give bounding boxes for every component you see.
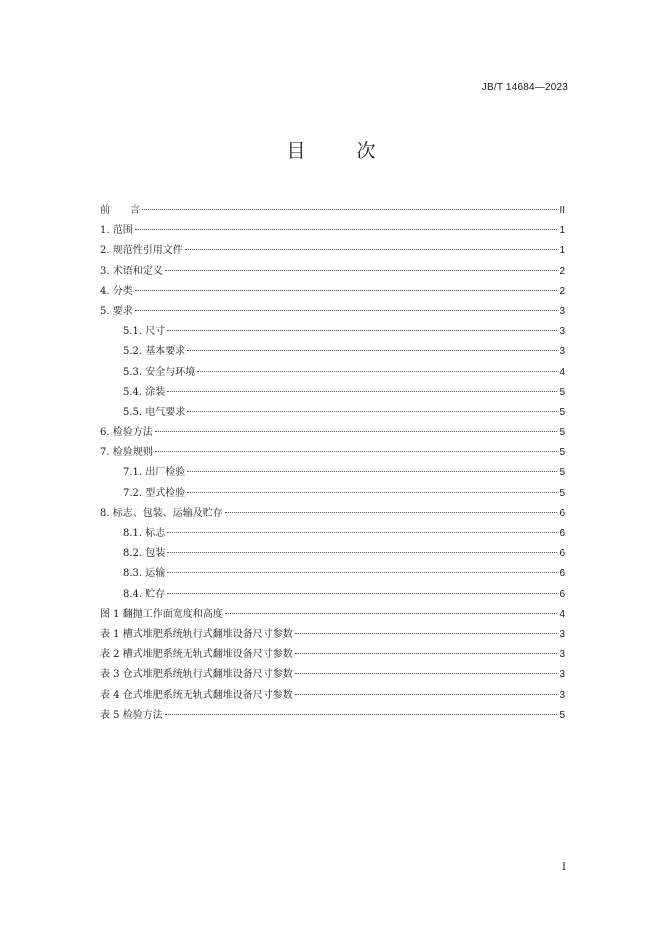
toc-entry[interactable]	[100, 241, 565, 261]
toc-entry-page: 3	[559, 305, 565, 317]
toc-entry[interactable]	[100, 463, 565, 483]
toc-entry-label: 5. 要求	[100, 305, 133, 317]
toc-entry-page: 5	[559, 709, 565, 721]
toc-leader-dots	[167, 593, 557, 594]
toc-entry[interactable]	[100, 262, 565, 282]
toc-leader-dots	[167, 330, 557, 331]
toc-leader-dots	[295, 673, 558, 674]
toc-entry[interactable]	[100, 706, 565, 726]
toc-entry-page: 3	[559, 689, 565, 701]
toc-entry[interactable]	[100, 585, 565, 605]
toc-leader-dots	[167, 552, 557, 553]
page-title: 目 次	[286, 140, 392, 162]
toc-entry[interactable]	[100, 322, 565, 342]
toc-entry[interactable]	[100, 302, 565, 322]
toc-leader-dots	[167, 572, 557, 573]
toc-entry-page: 5	[559, 447, 565, 459]
toc-entry-page: 3	[559, 669, 565, 681]
toc-entry-label: 8.2. 包装	[123, 548, 166, 560]
toc-entry-label: 8.3. 运输	[123, 568, 166, 580]
toc-entry-page: 5	[559, 406, 565, 418]
toc-entry-page: 4	[559, 608, 565, 620]
toc-entry[interactable]	[100, 686, 565, 706]
toc-leader-dots	[187, 350, 557, 351]
toc-entry-label: 3. 术语和定义	[100, 265, 163, 277]
toc-entry-page: 6	[559, 528, 565, 539]
toc-entry-page: 6	[559, 588, 565, 600]
toc-entry-page: II	[559, 205, 565, 216]
toc-entry-label: 表 2 槽式堆肥系统无轨式翻堆设备尺寸参数	[100, 649, 293, 661]
toc-leader-dots	[197, 371, 557, 372]
toc-entry-label: 7. 检验规则	[100, 447, 153, 459]
toc-entry[interactable]	[100, 221, 565, 241]
toc-entry-label: 8.1. 标志	[123, 528, 166, 539]
toc-entry[interactable]	[100, 484, 565, 504]
toc-leader-dots	[135, 290, 558, 291]
toc-entry-label: 7.1. 出厂检验	[123, 467, 186, 479]
toc-entry-page: 3	[559, 628, 565, 640]
toc-leader-dots	[187, 492, 557, 493]
table-of-contents	[100, 201, 565, 726]
toc-entry-label: 1. 范围	[100, 225, 133, 237]
toc-entry[interactable]	[100, 423, 565, 443]
toc-entry[interactable]	[100, 625, 565, 645]
toc-entry-page: 3	[559, 326, 565, 338]
toc-leader-dots	[187, 471, 557, 472]
toc-entry[interactable]	[100, 342, 565, 362]
standard-code: JB/T 14684—2023	[481, 82, 568, 93]
toc-leader-dots	[155, 451, 558, 452]
toc-entry-label: 8. 标志、包装、运输及贮存	[100, 507, 223, 519]
toc-entry-page: 5	[559, 467, 565, 479]
toc-entry-page: 3	[559, 346, 565, 358]
toc-entry[interactable]	[100, 564, 565, 584]
toc-entry[interactable]	[100, 403, 565, 423]
toc-entry-label: 2. 规范性引用文件	[100, 245, 183, 257]
toc-entry-page: 3	[559, 649, 565, 661]
toc-entry-label: 6. 检验方法	[100, 427, 153, 439]
toc-leader-dots	[185, 249, 558, 250]
toc-entry-label: 表 3 仓式堆肥系统轨行式翻堆设备尺寸参数	[100, 669, 293, 681]
toc-entry-label: 5.4. 涂装	[123, 386, 166, 398]
toc-entry[interactable]	[100, 665, 565, 685]
toc-entry-page: 4	[559, 366, 565, 378]
toc-entry-page: 2	[559, 285, 565, 297]
toc-entry-label: 4. 分类	[100, 285, 133, 297]
toc-entry[interactable]	[100, 504, 565, 524]
page-number: I	[562, 862, 566, 873]
toc-entry-label: 表 1 槽式堆肥系统轨行式翻堆设备尺寸参数	[100, 628, 293, 640]
toc-entry-label: 表 4 仓式堆肥系统无轨式翻堆设备尺寸参数	[100, 689, 293, 701]
toc-entry[interactable]	[100, 544, 565, 564]
toc-leader-dots	[135, 229, 558, 230]
toc-entry-label: 图 1 翻抛工作面宽度和高度	[100, 608, 223, 620]
toc-entry-page: 6	[559, 507, 565, 519]
toc-entry-page: 1	[559, 245, 565, 257]
toc-leader-dots	[187, 411, 557, 412]
toc-entry-page: 5	[559, 487, 565, 499]
toc-entry[interactable]	[100, 383, 565, 403]
toc-entry[interactable]	[100, 645, 565, 665]
toc-entry[interactable]	[100, 282, 565, 302]
toc-leader-dots	[142, 209, 557, 210]
toc-entry-label: 5.3. 安全与环境	[123, 366, 196, 378]
toc-entry[interactable]	[100, 363, 565, 383]
toc-leader-dots	[165, 270, 558, 271]
toc-entry[interactable]	[100, 201, 565, 221]
toc-leader-dots	[225, 512, 558, 513]
toc-entry-label: 5.5. 电气要求	[123, 406, 186, 418]
toc-entry-page: 6	[559, 548, 565, 560]
toc-entry-page: 5	[559, 427, 565, 439]
toc-leader-dots	[225, 613, 558, 614]
toc-entry-page: 6	[559, 568, 565, 580]
toc-entry-label: 5.2. 基本要求	[123, 346, 186, 358]
toc-leader-dots	[295, 653, 558, 654]
toc-leader-dots	[295, 633, 558, 634]
toc-entry[interactable]	[100, 605, 565, 625]
toc-entry-page: 1	[559, 225, 565, 237]
toc-leader-dots	[167, 532, 557, 533]
toc-entry-label: 前 言	[100, 205, 140, 216]
toc-entry-page: 5	[559, 386, 565, 398]
toc-entry-page: 2	[559, 265, 565, 277]
toc-entry-label: 8.4. 贮存	[123, 588, 166, 600]
toc-leader-dots	[165, 714, 558, 715]
toc-entry-label: 7.2. 型式检验	[123, 487, 186, 499]
toc-entry[interactable]	[100, 524, 565, 544]
toc-entry-label: 5.1. 尺寸	[123, 326, 166, 338]
toc-leader-dots	[295, 694, 558, 695]
toc-entry-label: 表 5 检验方法	[100, 709, 163, 721]
toc-leader-dots	[135, 310, 558, 311]
toc-leader-dots	[155, 431, 558, 432]
toc-leader-dots	[167, 391, 557, 392]
toc-entry[interactable]	[100, 443, 565, 463]
